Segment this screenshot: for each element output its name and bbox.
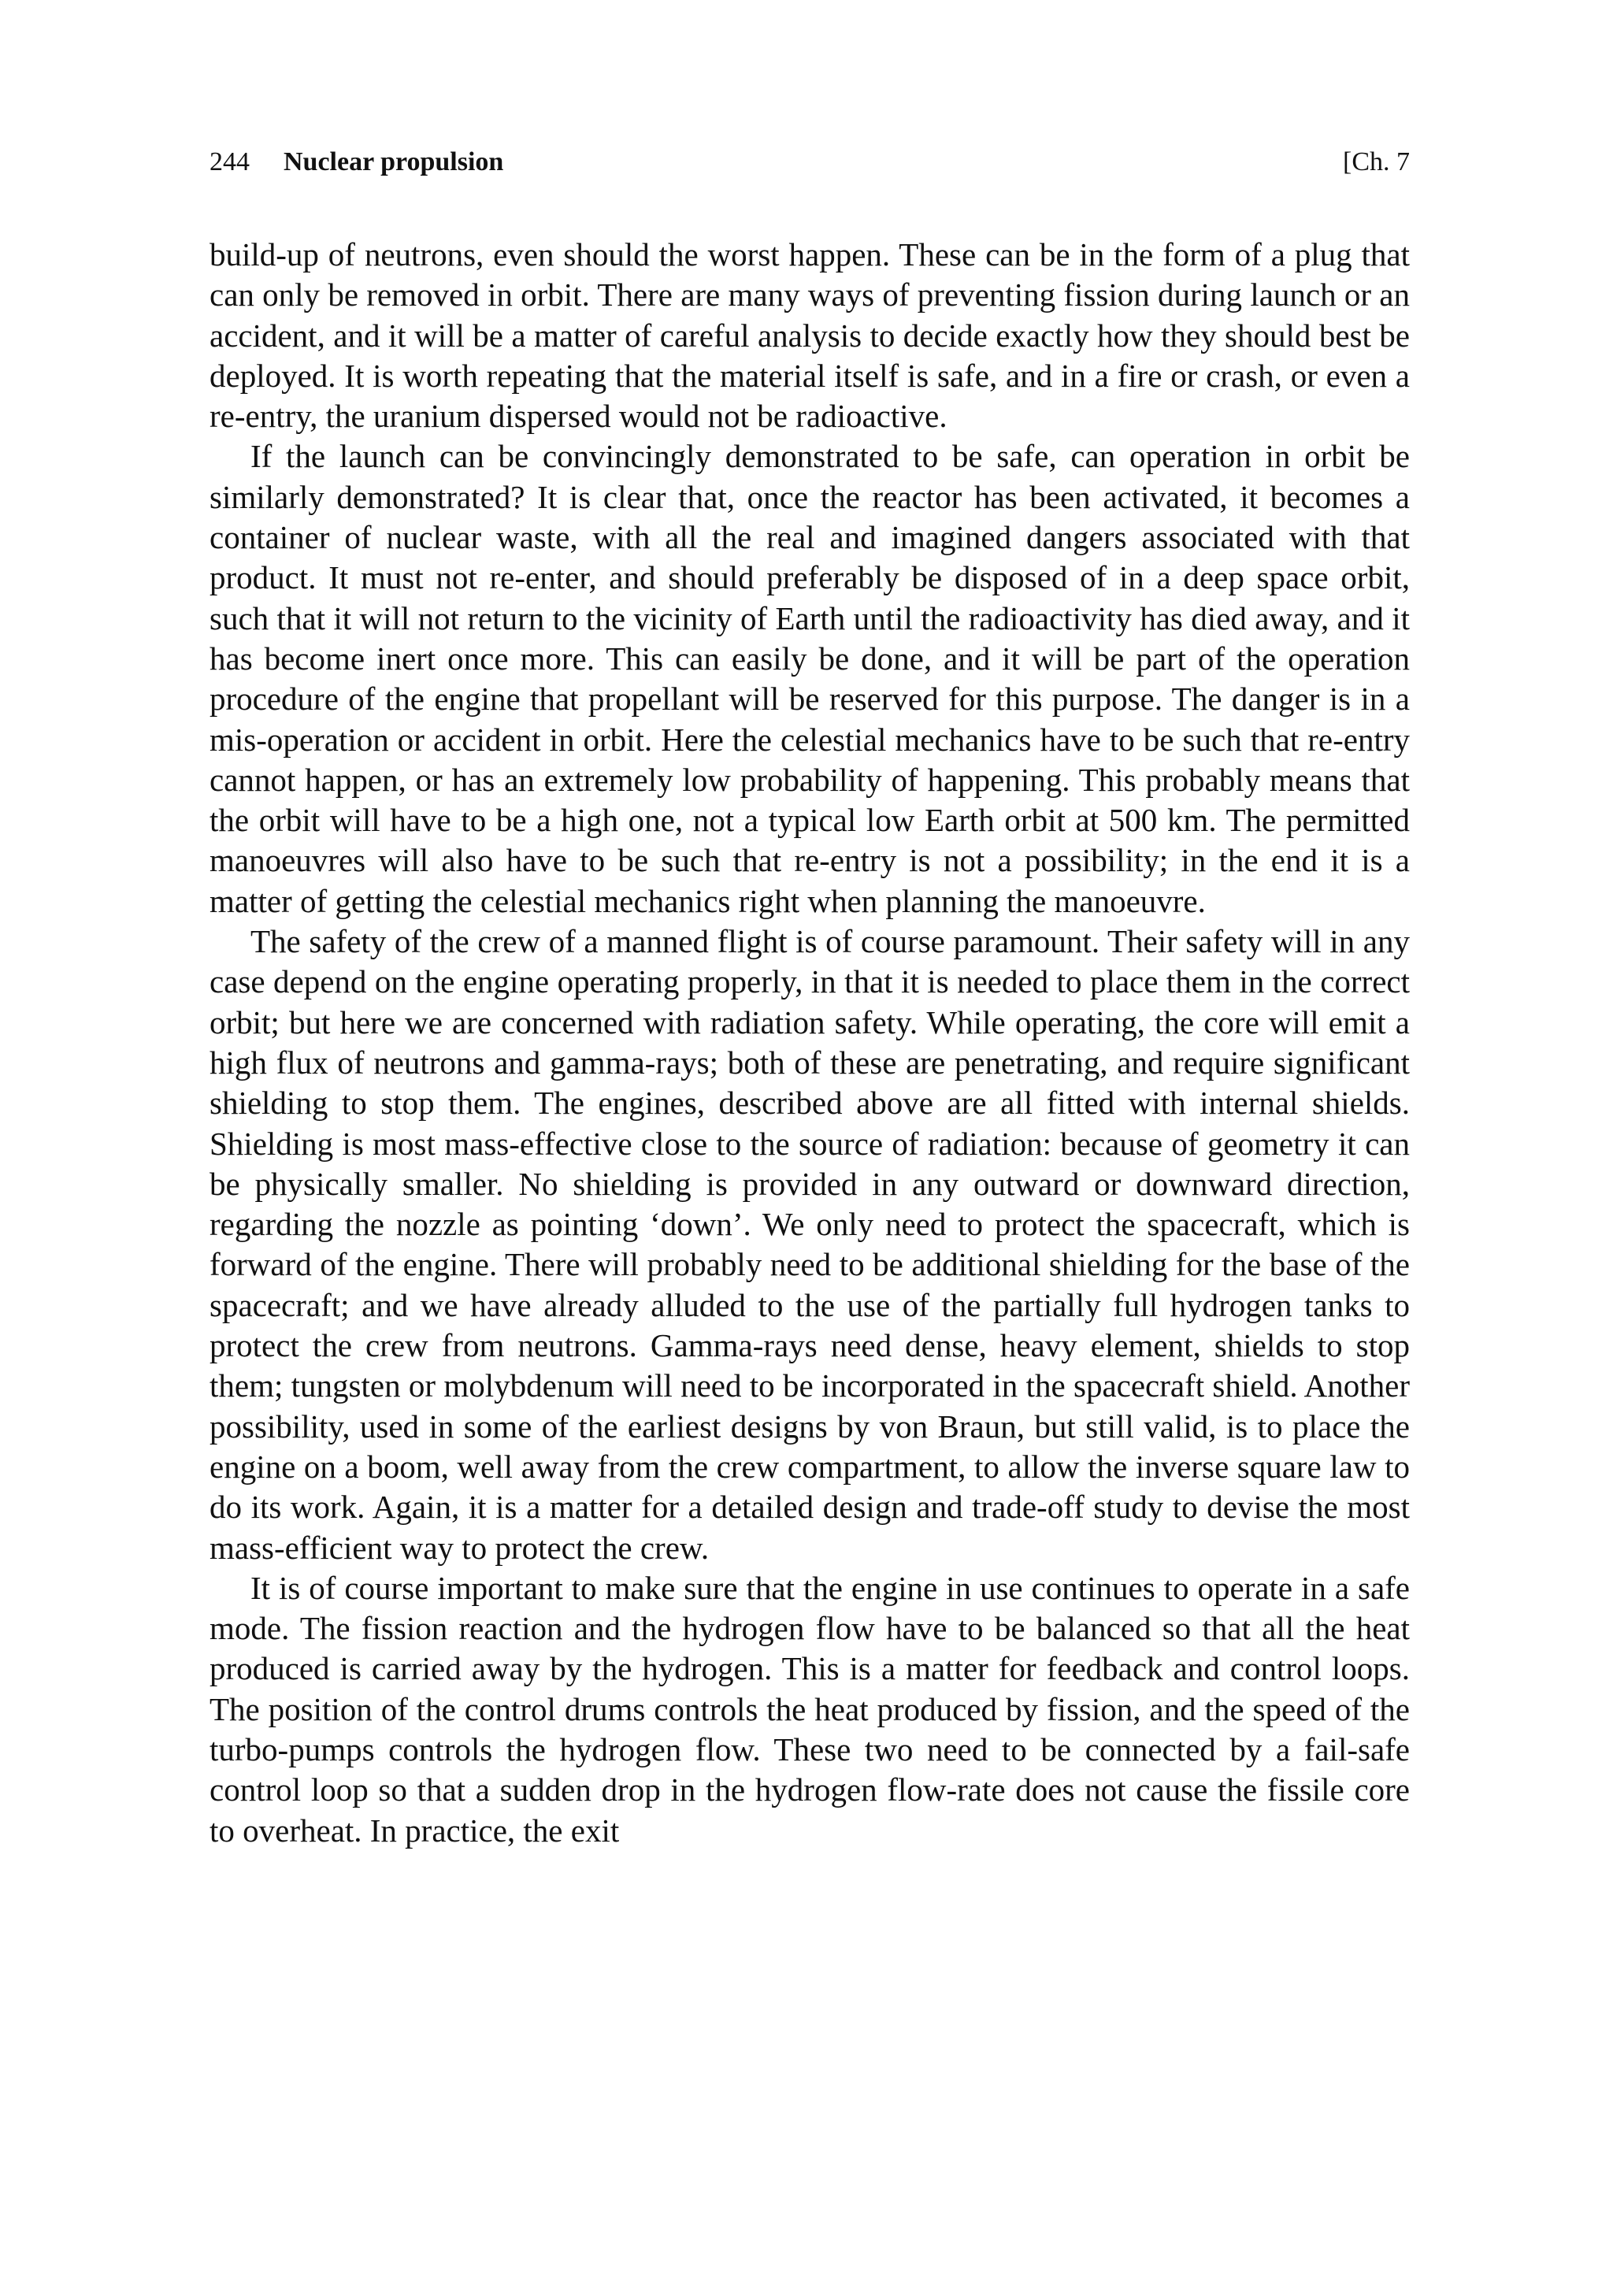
body-text — [210, 235, 1410, 1851]
paragraph-orbit-safety: If the launch can be convincingly demonstrated to be safe, can operation in orbit be similarly demonstrated? It is clear that, once the reactor has been activated, it becomes a container of nuclear waste, with all the real and imagined dangers associated with that product. It must not re-enter, and should preferably be disposed of in a deep space orbit, such that it will not return to the vicinity of Earth until the radioactivity has died away, and it has become inert once more. This can easily be done, and it will be part of the operation procedure of the engine that propellant will be reserved for this purpose. The danger is in a mis-operation or accident in orbit. Here the celestial mechanics have to be such that re-entry cannot happen, or has an extremely low probability of happening. This probably means that the orbit will have to be a high one, not a typical low Earth orbit at 500 km. The permitted manoeuvres will also have to be such that re-entry is not a possibility; in the end it is a matter of getting the celestial mechanics right when planning the manoeuvre. — [210, 438, 1410, 919]
chapter-reference: [Ch. 7 — [1343, 147, 1410, 176]
paragraph-continuation: build-up of neutrons, even should the worst happen. These can be in the form of a plug that can only be removed in orbit. There are many ways of preventing fission during launch or an accident, and it will be a matter of careful analysis to decide exactly how they should best be deployed. It is worth repeating that the material itself is safe, and in a fire or crash, or even a re-entry, the uranium dispersed would not be radioactive. — [210, 236, 1410, 435]
paragraph-safe-operation: It is of course important to make sure that the engine in use continues to operate in a safe mode. The fission reaction and the hydrogen flow have to be balanced so that all the heat produced is carried away by the hydrogen. This is a matter for feedback and control loops. The position of the control drums controls the heat produced by fission, and the speed of the turbo-pumps controls the hydrogen flow. These two need to be connected by a fail-safe control loop so that a sudden drop in the hydrogen flow-rate does not cause the fissile core to overheat. In practice, the exit — [210, 1569, 1410, 1849]
page-number: 244 — [210, 147, 250, 176]
paragraph-crew-safety: The safety of the crew of a manned flight is of course paramount. Their safety will in any case depend on the engine operating properly, in that it is needed to place them in the correct orbit; but here we are concerned with radiation safety. While operating, the core will emit a high flux of neutrons and gamma-rays; both of these are penetrating, and require significant shielding to stop them. The engines, described above are all fitted with internal shields. Shielding is most mass-effective close to the source of radiation: because of geometry it can be physically smaller. No shielding is provided in any outward or downward direction, regarding the nozzle as pointing ‘down’. We only need to protect the spacecraft, which is forward of the engine. There will probably need to be additional shielding for the base of the spacecraft; and we have already alluded to the use of the partially full hydrogen tanks to protect the crew from neutrons. Gamma-rays need dense, heavy element, shields to stop them; tungsten or molybdenum will need to be incorporated in the spacecraft shield. Another possibility, used in some of the earliest designs by von Braun, but still valid, is to place the engine on a boom, well away from the crew compartment, to allow the inverse square law to do its work. Again, it is a matter for a detailed design and trade-off study to devise the most mass-efficient way to protect the crew. — [210, 923, 1410, 1566]
book-page — [210, 142, 1410, 1851]
running-head — [210, 142, 1410, 183]
chapter-title: Nuclear propulsion — [284, 147, 504, 176]
